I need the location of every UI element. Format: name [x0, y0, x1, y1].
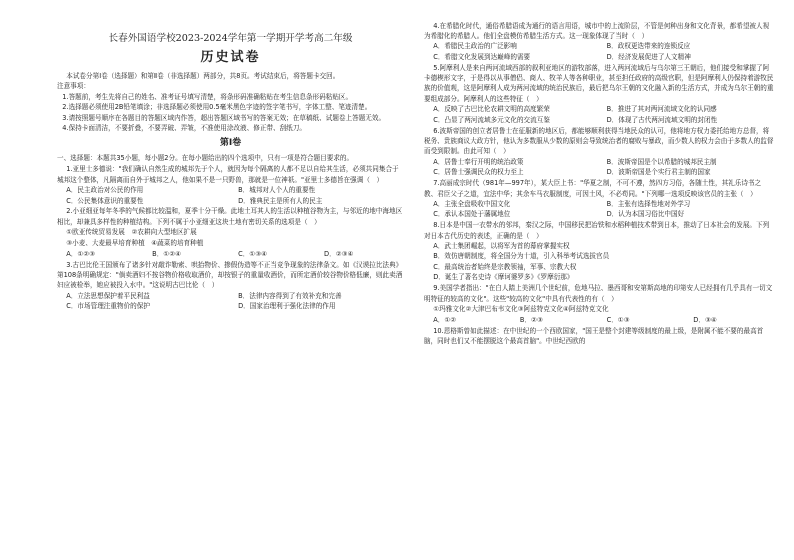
question-stem: 2.小亚细亚每年冬季的气候都比较温和，夏季十分干燥。此地土耳其人的生活以种植谷物为主，与邻近的地中海地区相比，却兼具多样性的种植结构。下列不属于小亚细亚这块土地有密切关系的选项是（ ） — [57, 207, 403, 226]
notes-list — [57, 92, 404, 134]
note-item: 1.答题前，考生先将自己的姓名、准考证号填写清楚，将条形码准确粘贴在考生信息条形码粘贴区。 — [62, 92, 353, 101]
answer-option[interactable]: A．希腊民主政治的广泛影响 — [433, 42, 517, 51]
answer-option[interactable]: B．②③ — [519, 315, 543, 324]
answer-option[interactable]: D．经济发展促进了人文精神 — [606, 52, 691, 61]
answer-option[interactable]: A．武士集团崛起，以将军为首的幕府掌握实权 — [433, 242, 570, 251]
question — [424, 283, 774, 314]
answer-option[interactable]: ③小麦、大麦最早培育种植 ④蔬菜的培育种植 — [66, 238, 204, 247]
note-item: 2.选择题必须使用2B铅笔填涂；非选择题必须使用0.5毫米黑色字迹的签字笔书写，字体工整、笔迹清楚。 — [62, 103, 372, 112]
answer-option[interactable]: C．居鲁士强调民众的权力至上 — [433, 168, 524, 177]
question-stem: 9.美国学者指出："在白人踏上美洲几个世纪前，危地马拉、墨西哥和安第斯高地的印第安人已经拥有几乎具有一切文明特征的较高的文化"。这些"较高的文化"中具有代表性的有（ ） — [424, 284, 773, 303]
answer-option[interactable]: D．国家治理利于强化法律的作用 — [238, 302, 336, 311]
exam-subtitle: 历史试卷 — [200, 50, 261, 65]
answer-option[interactable]: ①玛雅文化②大津巴布韦文化③阿兹特克文化④阿兹特克文化 — [433, 304, 609, 313]
question — [57, 260, 404, 312]
answer-option[interactable]: B．推进了其对两河流域文化的认同感 — [606, 105, 717, 114]
question-stem: 7.高丽成宗时代（981年—997年），某大臣上书："华夏之制，不可不遵，然四方习俗，各随土性，其礼乐诗书之教、君臣父子之道，宜法中华；其余车马衣服制度，可因土风，不必苟同。"下列哪一选项反映该官员的主张（ ） — [424, 179, 762, 198]
answer-option[interactable]: A．主张全盘吸收中国文化 — [433, 199, 511, 208]
question — [424, 315, 774, 325]
answer-option[interactable]: A．①② — [433, 315, 457, 324]
answer-options — [424, 304, 774, 314]
answer-options — [57, 249, 404, 259]
answer-option[interactable]: B．①②④ — [152, 249, 182, 258]
answer-options — [57, 185, 404, 206]
notes-heading: 注意事项： — [57, 82, 90, 91]
answer-options — [424, 157, 774, 178]
answer-option[interactable]: B．效仿唐朝制度，将全国分为十道，引入科举考试选拔官员 — [433, 252, 610, 261]
question-stem: 3.古巴比伦王国颁布了诸多针对敲诈勒索、哄抬物价、掺假伪造等不正当竞争现象的法律条文。如《汉谟拉比法典》第108条明确规定："倘卖酒妇不按谷物价格收取酒价，却按银子的重量收酒价，而所定酒价较谷物价格低廉，则此卖酒妇应被检举，她应被投入水中。"这说明古巴比伦（ ） — [57, 260, 403, 290]
note-item: 3.请按照题号顺序在各题目的答题区域内作答，超出答题区域书写的答案无效；在草稿纸、试题卷上答题无效。 — [62, 113, 386, 122]
answer-options — [424, 104, 774, 125]
answer-option[interactable]: A．民主政治对公民的作用 — [66, 186, 144, 195]
answer-option[interactable]: D．体现了古代两河流域文明的封闭性 — [606, 115, 718, 124]
answer-options — [424, 241, 774, 283]
question — [424, 220, 774, 282]
question-stem: 5.阿摩利人是来自两河流域西部的叙利亚地区的游牧部落，进入两河流域后与乌尔第三王朝后，他们接受和掌握了阿卡德楔形文字，于是得以从事僧侣、商人、牧羊人等各种职业，甚至担任政府的高级官职，但是阿摩利人仍保持着游牧民族的价值观，这是阿摩利人成为两河流域的统治民族后，最后把乌尔王朝的文化融入新的生活方式，并成为乌尔王朝的重要组成部分。阿摩利人的这些特征（ ） — [424, 63, 774, 103]
answer-option[interactable]: B．波斯帝国是个以希腊的城邦民主制 — [606, 157, 717, 166]
answer-option[interactable]: D．波斯帝国是个实行君主制的国家 — [606, 168, 711, 177]
right-questions — [424, 21, 774, 347]
answer-options — [57, 291, 404, 312]
question — [57, 206, 404, 248]
answer-option[interactable]: C．希腊文化发展到达巅峰的需要 — [433, 52, 531, 61]
answer-option[interactable]: C．市场管理注重物价的保护 — [66, 302, 150, 311]
answer-option[interactable]: B．城邦对人个人的重要性 — [238, 186, 316, 195]
section-title: 第Ⅰ卷 — [219, 138, 242, 149]
answer-option[interactable]: D．诞生了著名史诗《摩诃婆罗多》《罗摩衍那》 — [433, 273, 574, 282]
right-column — [424, 20, 774, 347]
answer-options — [424, 315, 774, 325]
answer-options — [424, 41, 774, 62]
question — [424, 126, 774, 178]
answer-options — [424, 199, 774, 220]
answer-option[interactable]: D．认为本国习俗比中国好 — [606, 210, 685, 219]
answer-options — [57, 227, 404, 248]
exam-title: 长春外国语学校2023-2024学年第一学期开学考高二年级 — [108, 33, 353, 44]
note-item: 4.保持卡面清洁，不要折叠，不要弄破、弄皱，不准使用涂改液、修正带、刮纸刀。 — [62, 124, 306, 133]
question — [424, 326, 774, 347]
answer-option[interactable]: C．凸显了两河流域多元文化的交流互鉴 — [433, 115, 550, 124]
answer-option[interactable]: B．主张有选择性地对外学习 — [606, 199, 691, 208]
question — [57, 164, 404, 206]
question-stem: 10.恩格斯曾如此描述：在中世纪的一个西欧国家，"国王是整个封建等级制度的最上级，是附属不能不要的最高首脑，同时也们又不能摆脱这个最高首脑"。中世纪西欧的 — [424, 326, 764, 346]
question-stem: 4.在希腊化时代，通俗希腊语成为通行的语言用语，城市中的上流阶层，不管是何种出身和文化背景，都希望被人视为希腊化的希腊人。他们全盘模仿希腊生活方式。这一现象体现了当时（ ） — [424, 21, 770, 40]
question — [424, 178, 774, 220]
question-stem: 1.亚里士多德说："我们确认自然生成的城邦先于个人，就因为每个隔离的人都不足以自给其生活，必须共同集合于城邦这个整体，凡隔离而自外于城邦之人，他如果不是一只野兽，那就是一位神祇。"亚里士多德旨在强调（ ） — [57, 165, 399, 184]
answer-option[interactable]: D．雅典民主是所有人的民主 — [238, 196, 323, 205]
answer-option[interactable]: ①欧亚传统贸易发展 ②农耕向大型地区扩展 — [66, 228, 197, 237]
answer-option[interactable]: C．承认本国处于藩属地位 — [433, 210, 511, 219]
question — [424, 63, 774, 125]
answer-option[interactable]: D．②③④ — [324, 249, 354, 258]
answer-option[interactable]: C．最高统治者始终是宗教领袖，军事、宗教大权 — [433, 262, 577, 271]
answer-option[interactable]: A．反映了古巴比伦农耕文明的高度繁荣 — [433, 105, 550, 114]
left-questions — [57, 164, 404, 311]
answer-option[interactable]: C．公民集体意识的重要性 — [66, 196, 144, 205]
question — [57, 249, 404, 259]
question — [424, 21, 774, 63]
question-stem: 8.日本是中国一衣带水的邻邦，秦汉之际，中国移民把冶铁和水稻种植技术带到日本，推动了日本社会的发展。下列对日本古代历史的表述，正确的是（ ） — [424, 221, 770, 240]
exam-intro: 本试卷分第Ⅰ卷（选择题）和第Ⅱ卷（非选择题）两部分，共8页。考试结束后，将答题卡交回。 — [66, 72, 340, 80]
answer-option[interactable]: A．立法思想保护着平民利益 — [66, 291, 150, 300]
answer-option[interactable]: B．法律内容得到了有效补充和完善 — [238, 291, 342, 300]
answer-option[interactable]: D．③④ — [693, 315, 717, 324]
left-column — [57, 20, 404, 312]
question-stem: 6.波斯帝国的创立者居鲁士在征服新的地区后，都能够顺利获得当地民众的认可，他将地方权力委托给地方总督，将税务、贵族商议大政方针，他认为多数服从少数的原则会导致统治者的腐败与暴政，而少数人的权力会由于多数人的监督而受到限制。由此可知（ ） — [424, 126, 774, 156]
section-intro: 一、选择题：本题共35小题，每小题2分。在每小题给出的四个选项中，只有一项是符合题目要求的。 — [57, 154, 354, 163]
answer-option[interactable]: C．①③ — [606, 315, 630, 324]
answer-option[interactable]: A．居鲁士奉行开明的统治政策 — [433, 157, 524, 166]
answer-option[interactable]: C．①③④ — [238, 249, 268, 258]
answer-option[interactable]: A．①②③ — [66, 249, 96, 258]
answer-option[interactable]: B．政权更迭带来的连锁反应 — [606, 42, 691, 51]
